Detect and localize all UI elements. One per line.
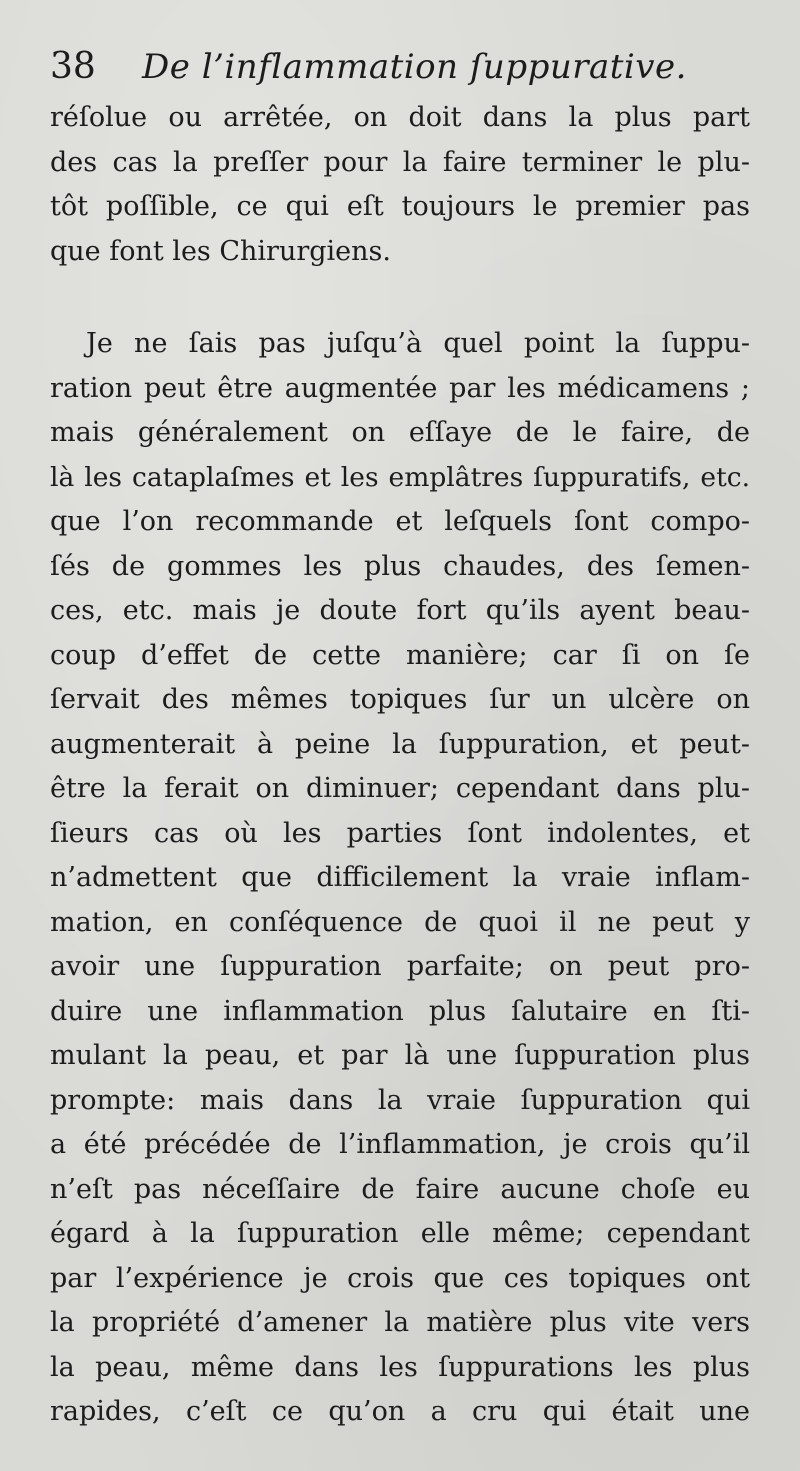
text-line: duire une inflammation plus ſalutaire en ſti- — [50, 995, 750, 1027]
text-line: n’eſt pas néceſſaire de faire aucune choſe eu — [50, 1173, 750, 1205]
text-line: des cas la preſſer pour la faire terminer le plu- — [50, 146, 750, 178]
text-line: n’admettent que difficilement la vraie inflam- — [50, 862, 750, 893]
text-line: a été précédée de l’inflammation, je crois qu’il — [50, 1129, 750, 1160]
text-line: augmenterait à peine la ſuppuration, et peut- — [50, 728, 750, 760]
text-line: mulant la peau, et par là une ſuppuration plus — [50, 1040, 750, 1071]
text-line: ces, etc. mais je doute fort qu’ils ayent beau- — [50, 595, 750, 626]
text-line: prompte: mais dans la vraie ſuppuration qui — [50, 1084, 750, 1116]
running-title: De l’inflammation ſuppurative. — [142, 47, 687, 87]
text-line: ſés de gommes les plus chaudes, des ſemen- — [50, 550, 750, 582]
text-line: tôt poſſible, ce qui eſt toujours le premier pas — [50, 191, 750, 222]
text-line: coup d’effet de cette manière; car ſi on ſe — [50, 639, 750, 671]
text-line: ration peut être augmentée par les médicamens ; — [50, 372, 750, 404]
text-line: la propriété d’amener la matière plus vite vers — [50, 1307, 750, 1338]
text-line: la peau, même dans les ſuppurations les plus — [50, 1351, 750, 1383]
text-line: que font les Chirurgiens. — [50, 235, 391, 267]
text-line: que l’on recommande et leſquels ſont compo- — [50, 506, 750, 537]
paragraph-2 — [50, 322, 750, 1435]
paragraph-1 — [50, 96, 750, 274]
text-line: rapides, c’eſt ce qu’on a cru qui était une — [50, 1396, 750, 1427]
body-text — [50, 96, 750, 1435]
text-line: ſervait des mêmes topiques ſur un ulcère on — [50, 684, 750, 715]
text-line: réſolue ou arrêtée, on doit dans la plus part — [50, 102, 750, 133]
text-line: là les cataplaſmes et les emplâtres ſuppuratifs, etc. — [50, 461, 750, 493]
page-header — [50, 42, 750, 92]
text-line: Je ne ſais pas juſqu’à quel point la ſuppu- — [86, 328, 750, 359]
page-number: 38 — [50, 46, 96, 87]
text-line: avoir une ſuppuration parfaite; on peut pro- — [50, 951, 750, 982]
text-line: par l’expérience je crois que ces topiques ont — [50, 1262, 750, 1294]
text-line: mais généralement on eſſaye de le faire, de — [50, 417, 750, 448]
text-line: être la ferait on diminuer; cependant dans plu- — [50, 773, 750, 804]
text-line: mation, en conſéquence de quoi il ne peut y — [50, 906, 750, 938]
text-line: ſieurs cas où les parties ſont indolentes, et — [50, 817, 750, 849]
paragraph-gap — [50, 274, 750, 322]
text-line: égard à la ſuppuration elle même; cependant — [50, 1218, 750, 1249]
